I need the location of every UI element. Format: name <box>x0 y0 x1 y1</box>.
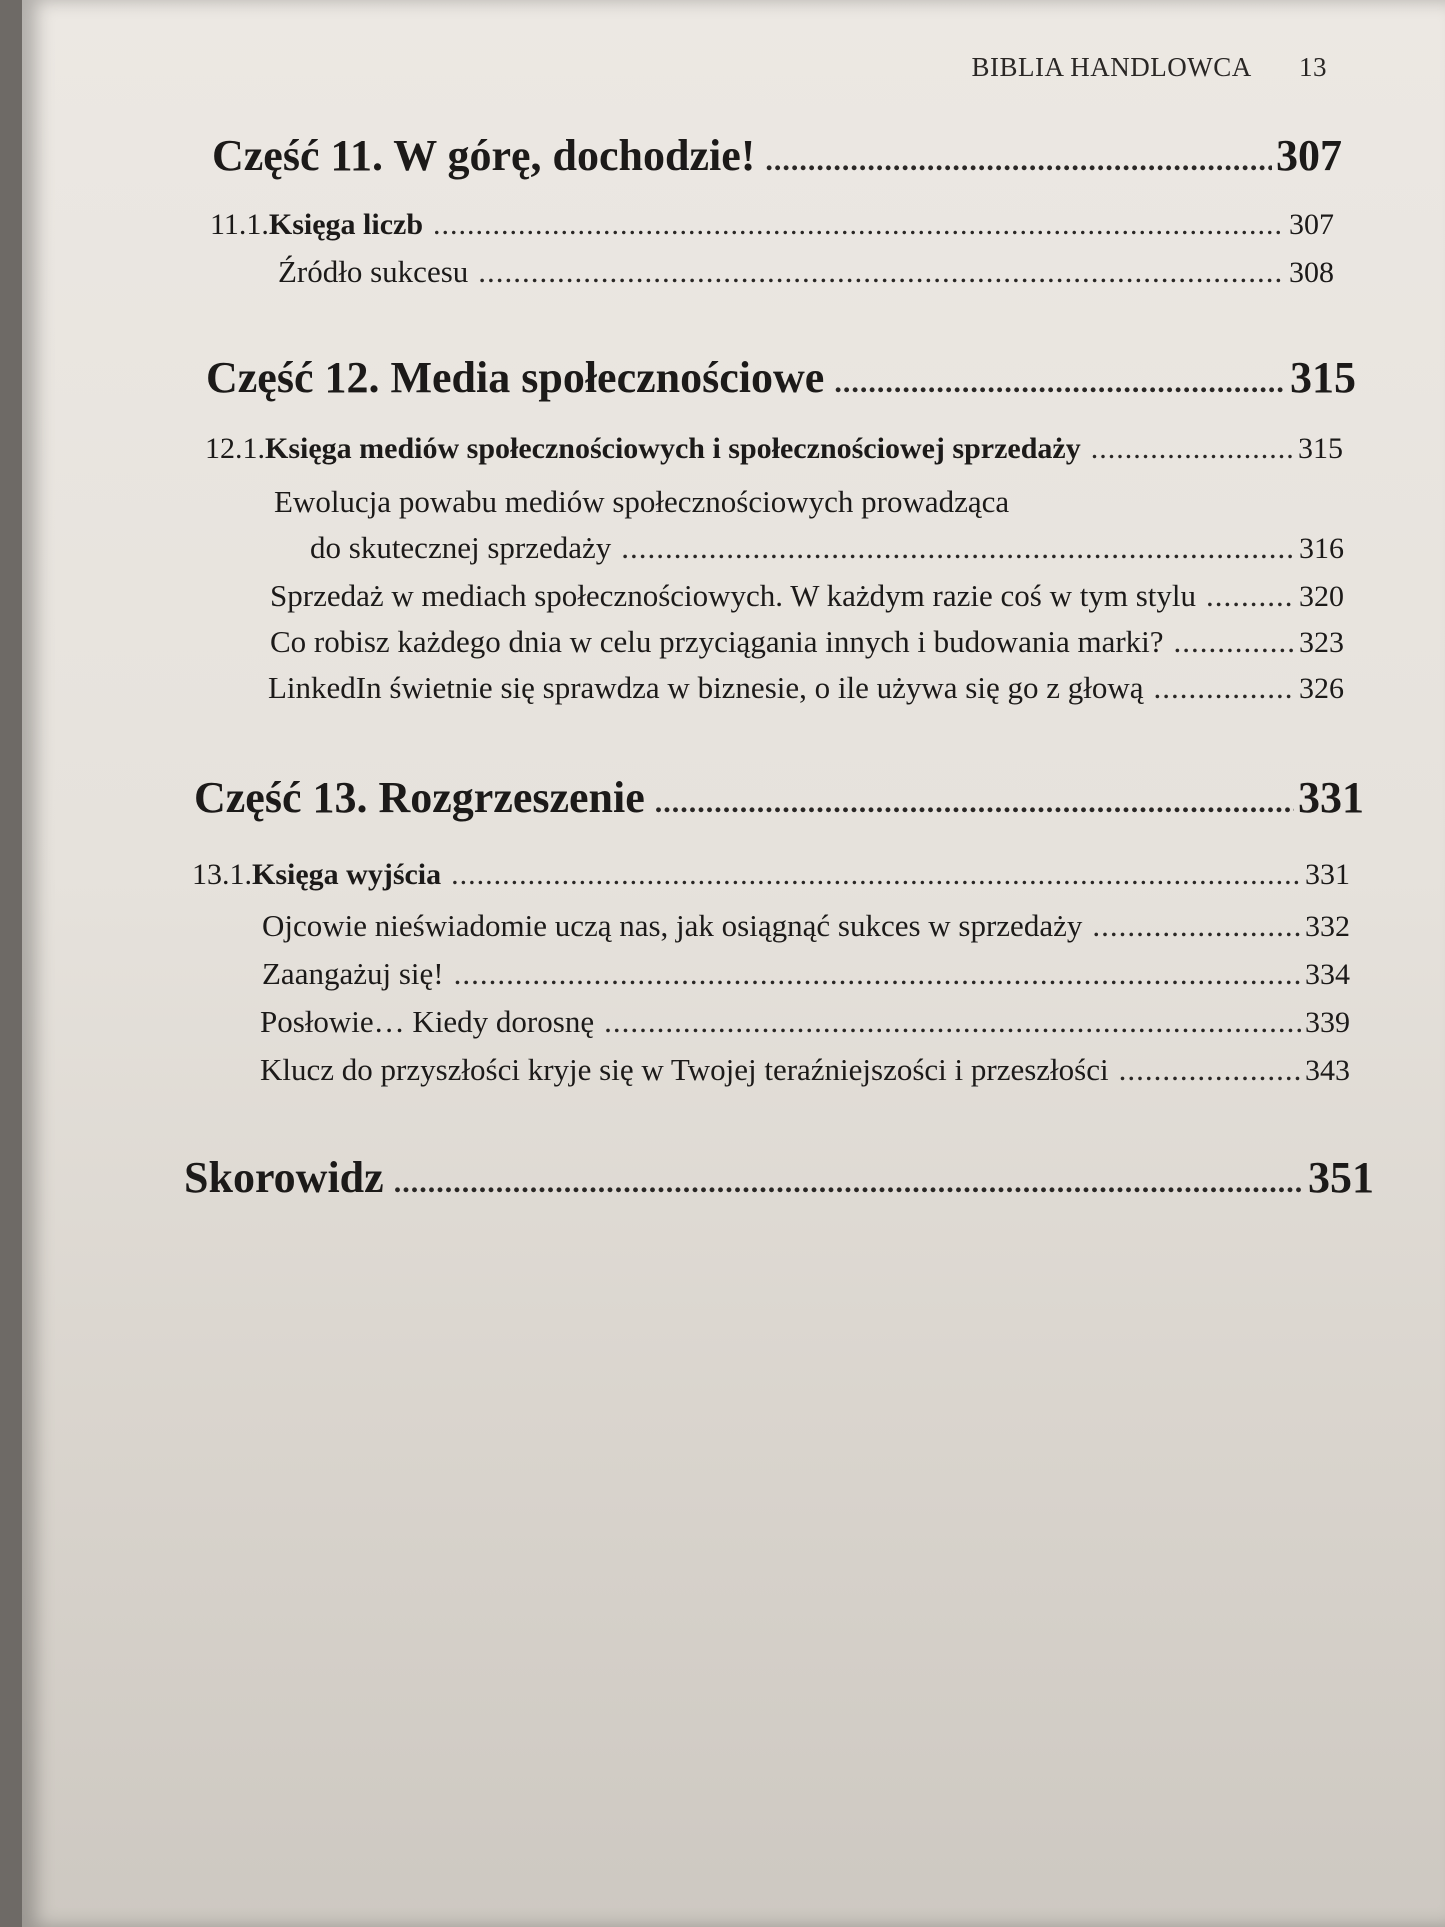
toc-section <box>268 670 1344 706</box>
part-title: Część 12. Media społecznościowe <box>206 353 825 402</box>
toc-section <box>262 908 1350 944</box>
dot-leader <box>655 786 1294 820</box>
dot-leader <box>451 858 1301 892</box>
dot-leader <box>394 1166 1304 1200</box>
chapter-number: 11.1. <box>210 208 269 241</box>
section-title: Posłowie… Kiedy dorosnę <box>260 1004 595 1039</box>
section-title: Sprzedaż w mediach społecznościowych. W każdym razie coś w tym stylu <box>270 578 1196 613</box>
section-title: Co robisz każdego dnia w celu przyciągania innych i budowania marki? <box>270 624 1164 659</box>
chapter-title: Księga wyjścia <box>252 858 442 891</box>
dot-leader <box>1153 670 1295 706</box>
section-page-number: 308 <box>1289 256 1334 289</box>
dot-leader <box>604 1004 1301 1040</box>
part-page-number: 307 <box>1276 131 1342 180</box>
toc-chapter-11-1 <box>210 208 1334 242</box>
section-page-number: 326 <box>1299 672 1344 705</box>
section-title-line-2: do skutecznej sprzedaży <box>310 530 612 565</box>
section-page-number: 339 <box>1305 1006 1350 1039</box>
section-title: Ojcowie nieświadomie uczą nas, jak osiągnąć sukces w sprzedaży <box>262 908 1083 943</box>
dot-leader <box>1091 432 1294 466</box>
dot-leader <box>1174 624 1295 660</box>
chapter-page-number: 331 <box>1305 858 1350 891</box>
section-title: Klucz do przyszłości kryje się w Twojej teraźniejszości i przeszłości <box>260 1052 1109 1087</box>
section-title: Zaangażuj się! <box>262 956 444 991</box>
part-page-number: 315 <box>1290 353 1356 402</box>
toc-part-11 <box>212 130 1342 181</box>
toc-chapter-13-1 <box>192 858 1350 892</box>
section-page-number: 343 <box>1305 1054 1350 1087</box>
section-page-number: 334 <box>1305 958 1350 991</box>
section-title: LinkedIn świetnie się sprawdza w biznesie, o ile używa się go z głową <box>268 670 1144 705</box>
part-page-number: 331 <box>1298 773 1364 822</box>
dot-leader <box>1206 578 1295 614</box>
chapter-page-number: 315 <box>1298 432 1343 465</box>
index-page-number: 351 <box>1308 1153 1374 1202</box>
section-title: Źródło sukcesu <box>278 254 469 289</box>
toc-section <box>278 254 1334 290</box>
toc-section <box>270 578 1344 614</box>
running-head <box>972 52 1327 83</box>
section-page-number: 332 <box>1305 910 1350 943</box>
section-title-line-1: Ewolucja powabu mediów społecznościowych prowadząca <box>274 484 1010 519</box>
toc-chapter-12-1 <box>205 432 1343 466</box>
toc-index <box>184 1152 1374 1203</box>
dot-leader <box>478 254 1285 290</box>
dot-leader <box>765 144 1272 178</box>
running-head-title: BIBLIA HANDLOWCA <box>971 52 1252 82</box>
dot-leader <box>1092 908 1301 944</box>
chapter-number: 13.1. <box>192 858 252 891</box>
toc-section <box>262 956 1350 992</box>
chapter-title: Księga mediów społecznościowych i społecznościowej sprzedaży <box>265 432 1081 465</box>
section-page-number: 323 <box>1299 626 1344 659</box>
dot-leader <box>621 530 1295 566</box>
toc-section <box>260 1004 1350 1040</box>
section-page-number: 320 <box>1299 580 1344 613</box>
toc-section <box>260 1052 1350 1088</box>
chapter-number: 12.1. <box>205 432 265 465</box>
toc-part-12 <box>206 352 1356 403</box>
section-page-number: 316 <box>1299 532 1344 565</box>
running-head-page-number: 13 <box>1299 52 1327 82</box>
toc-part-13 <box>194 772 1364 823</box>
book-page <box>22 0 1445 1927</box>
dot-leader <box>433 208 1285 242</box>
toc-section <box>270 624 1344 660</box>
chapter-page-number: 307 <box>1289 208 1334 241</box>
part-title: Część 11. W górę, dochodzie! <box>212 131 756 180</box>
chapter-title: Księga liczb <box>268 208 424 241</box>
toc-section <box>310 530 1344 566</box>
part-title: Część 13. Rozgrzeszenie <box>194 773 645 822</box>
dot-leader <box>454 956 1301 992</box>
dot-leader <box>834 366 1286 400</box>
dot-leader <box>1119 1052 1301 1088</box>
index-title: Skorowidz <box>184 1153 384 1202</box>
